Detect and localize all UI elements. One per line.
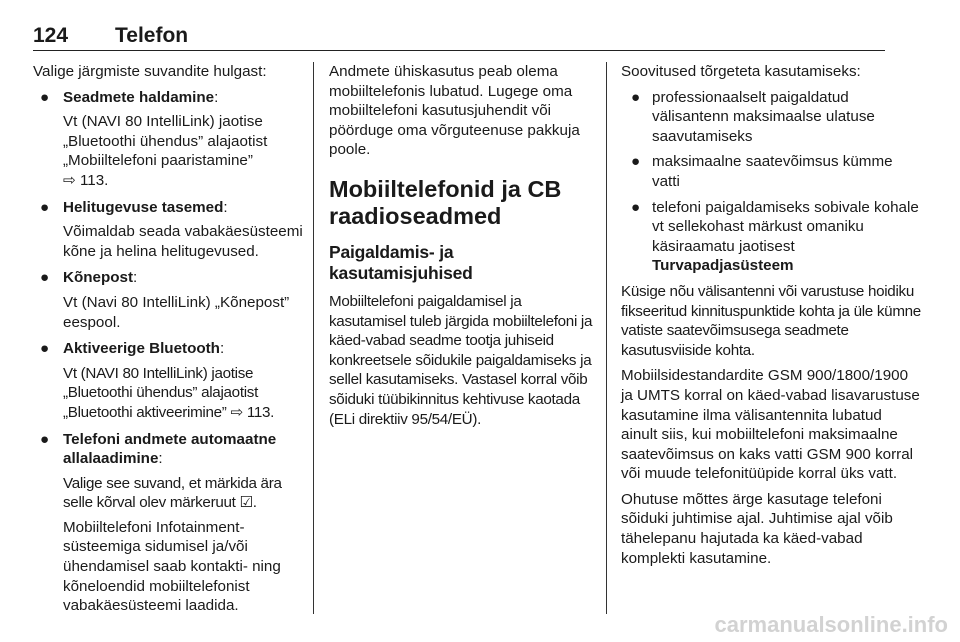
list-item: ● Helitugevuse tasemed: Võimaldab seada vabakäesüsteemi kõne ja helina helitugevused. xyxy=(33,198,305,262)
list-item: ● telefoni paigaldamiseks sobivale kohale vt sellekohast märkust omaniku käsiraamatu jaotisest Turvapadjasüsteem xyxy=(631,198,919,275)
col2-para2: Mobiiltelefoni paigaldamisel ja kasutamisel tuleb järgida mobiiltelefoni ja käed-vabad seadme tootja juhiseid konkreetsele sõidukile paigaldamiseks ja sellel kasutamiseks. Vastasel korral võib sõiduki tüübikinnitus kehtivuse kaotada (ELi direktiiv 95/54/EÜ). xyxy=(329,292,593,428)
option-title: Telefoni andmete automaatne allalaadimine xyxy=(63,430,277,468)
col3-para3: Ohutuse mõttes ärge kasutage telefoni sõiduki juhtimise ajal. Juhtimise ajal võib tähelepanu hajutada ka käed-vabad komplekti kasutamine. xyxy=(621,490,893,567)
watermark: carmanualsonline.info xyxy=(714,612,948,637)
page-header xyxy=(33,24,885,51)
column-3 xyxy=(621,62,921,574)
bullet-icon: ● xyxy=(40,430,50,448)
list-item: ● Telefoni andmete automaatne allalaadimine: Valige see suvand, et märkida ära selle kõrval olev märkeruut ☑. Mobiiltelefoni Infotainment-süsteemiga sidumisel ja/või ühendamisel saab kontakti- ning kõneloendid mobiiltelefonist vabakäesüsteemi laadida. xyxy=(33,430,305,616)
sub-heading: Paigaldamis- ja kasutamisjuhised xyxy=(329,241,473,283)
bullet-icon: ● xyxy=(631,88,641,106)
option-text-2: Mobiiltelefoni Infotainment-süsteemiga sidumisel ja/või ühendamisel saab kontakti- ning kõneloendid mobiiltelefonist vabakäesüsteemi laadida. xyxy=(63,518,281,615)
bullet-icon: ● xyxy=(631,198,641,216)
column-2 xyxy=(329,62,595,435)
option-text: Vt (NAVI 80 IntelliLink) jaotise „Bluetoothi ühendus” alajaotist „Bluetoothi aktiveerimine” xyxy=(63,364,259,421)
option-list xyxy=(33,88,305,616)
option-text: Valige see suvand, et märkida ära selle kõrval olev märkeruut ☑. xyxy=(63,474,282,512)
col3-intro: Soovitused tõrgeteta kasutamiseks: xyxy=(621,63,861,80)
col3-para1: Küsige nõu välisantenni või varustuse hoidiku fikseeritud kinnituspunktide kohta ja üle kümne vatiste saatevõimsusega seadmete kasutusviiside kohta. xyxy=(621,282,921,359)
list-item: ● Aktiveerige Bluetooth: Vt (NAVI 80 IntelliLink) jaotise „Bluetoothi ühendus” alajaotist „Bluetoothi aktiveerimine” ⇨ 113. xyxy=(40,340,275,421)
airbag-reference[interactable]: Turvapadjasüsteem xyxy=(652,257,794,275)
option-title: Helitugevuse tasemed xyxy=(63,198,224,216)
list-item: ● Seadmete haldamine: Vt (NAVI 80 IntelliLink) jaotise „Bluetoothi ühendus” alajaotist „Mobiiltelefoni paaristamine” ⇨ 113. xyxy=(40,88,268,189)
bullet-icon: ● xyxy=(40,340,50,358)
list-item: ● professionaalselt paigaldatud välisantenn maksimaalse ulatuse saavutamiseks xyxy=(631,88,875,145)
page-ref-link[interactable]: ⇨ 113. xyxy=(63,171,109,189)
recommendation-list xyxy=(621,88,921,276)
bullet-icon: ● xyxy=(40,269,50,287)
col2-para1: Andmete ühiskasutus peab olema mobiiltelefonis lubatud. Lugege oma mobiiltelefoni kasutusjuhendit või pöörduge oma võrguteenuse pakkuja poole. xyxy=(329,63,580,159)
main-heading: Mobiiltelefonid ja CB raadioseadmed xyxy=(329,175,562,229)
col1-intro: Valige järgmiste suvandite hulgast: xyxy=(33,63,267,80)
bullet-icon: ● xyxy=(40,88,50,106)
list-item: ● Kõnepost: Vt (Navi 80 IntelliLink) „Kõnepost” eespool. xyxy=(33,268,305,332)
column-divider-1 xyxy=(313,62,314,614)
option-text: Võimaldab seada vabakäesüsteemi kõne ja helina helitugevused. xyxy=(63,223,303,260)
section-title: Telefon xyxy=(115,24,189,47)
option-text: Vt (Navi 80 IntelliLink) „Kõnepost” eespool. xyxy=(63,293,290,331)
option-text: Vt (NAVI 80 IntelliLink) jaotise „Bluetoothi ühendus” alajaotist „Mobiiltelefoni paaristamine” xyxy=(63,113,268,170)
col3-para2: Mobiilsidestandardite GSM 900/1800/1900 ja UMTS korral on käed-vabad lisavarustuse kasutamine ilma välisantennita lubatud ainult siis, kui mobiiltelefoni maksimaalne saatevõimsus on kaks vatti GSM 900 korral või muude telefonitüüpide korral üks vatt. xyxy=(621,367,920,483)
option-title: Seadmete haldamine xyxy=(63,88,215,106)
bullet-icon: ● xyxy=(631,153,641,171)
option-title: Aktiveerige Bluetooth xyxy=(63,340,220,358)
page-ref-link[interactable]: ⇨ 113. xyxy=(230,403,275,421)
column-1 xyxy=(33,62,305,623)
page-number: 124 xyxy=(33,24,69,47)
bullet-icon: ● xyxy=(40,198,50,216)
column-divider-2 xyxy=(606,62,607,614)
option-title: Kõnepost xyxy=(63,269,134,287)
list-item: ● maksimaalne saatevõimsus kümme vatti xyxy=(631,153,893,190)
